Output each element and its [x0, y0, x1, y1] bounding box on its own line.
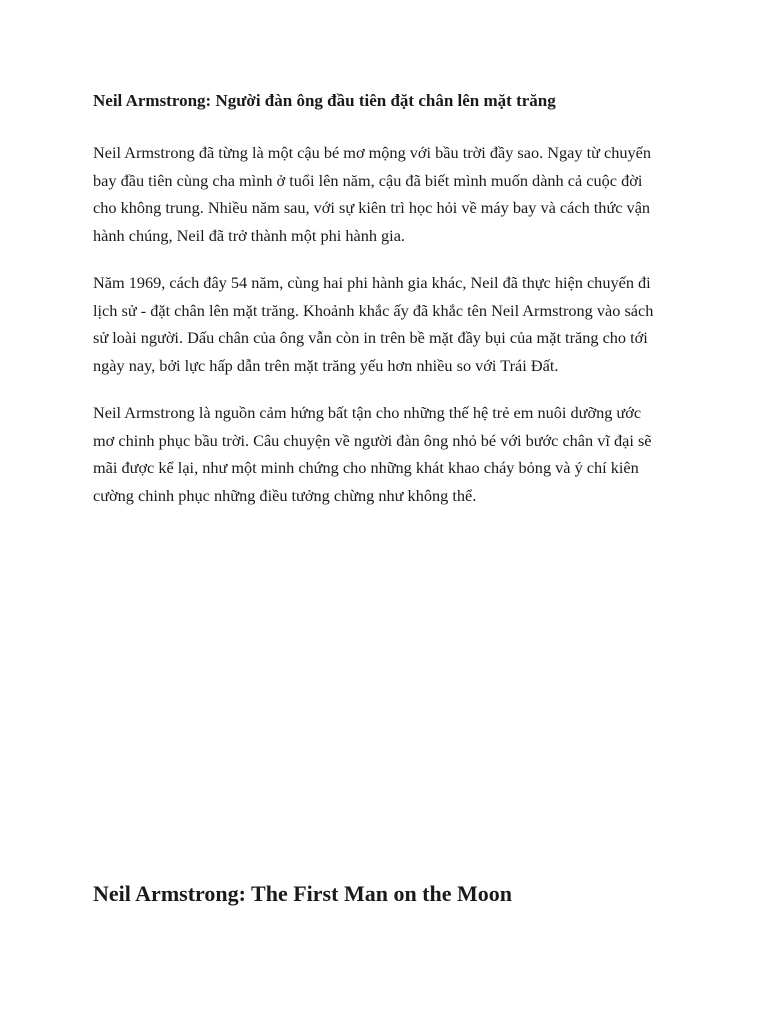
vietnamese-title: Neil Armstrong: Người đàn ông đầu tiên đặt chân lên mặt trăng [93, 91, 556, 110]
document-page [93, 0, 663, 1024]
vietnamese-body [93, 139, 663, 529]
english-title: Neil Armstrong: The First Man on the Moon [93, 881, 512, 906]
paragraph-1: Neil Armstrong đã từng là một cậu bé mơ mộng với bầu trời đầy sao. Ngay từ chuyến bay đầu tiên cùng cha mình ở tuổi lên năm, cậu đã biết mình muốn dành cả cuộc đời cho không trung. Nhiều năm sau, với sự kiên trì học hỏi về máy bay và cách thức vận hành chúng, Neil đã trở thành một phi hành gia. [93, 143, 652, 245]
paragraph-2: Năm 1969, cách đây 54 năm, cùng hai phi hành gia khác, Neil đã thực hiện chuyến đi lịch sử - đặt chân lên mặt trăng. Khoảnh khắc ấy đã khắc tên Neil Armstrong vào sách sử loài người. Dấu chân của ông vẫn còn in trên bề mặt đầy bụi của mặt trăng cho tới ngày nay, bởi lực hấp dẫn trên mặt trăng yếu hơn nhiều so với Trái Đất. [93, 273, 654, 375]
paragraph-3: Neil Armstrong là nguồn cảm hứng bất tận cho những thế hệ trẻ em nuôi dưỡng ước mơ chinh phục bầu trời. Câu chuyện về người đàn ông nhỏ bé với bước chân vĩ đại sẽ mãi được kể lại, như một minh chứng cho những khát khao cháy bỏng và ý chí kiên cường chinh phục những điều tưởng chừng như không thể. [93, 403, 652, 505]
